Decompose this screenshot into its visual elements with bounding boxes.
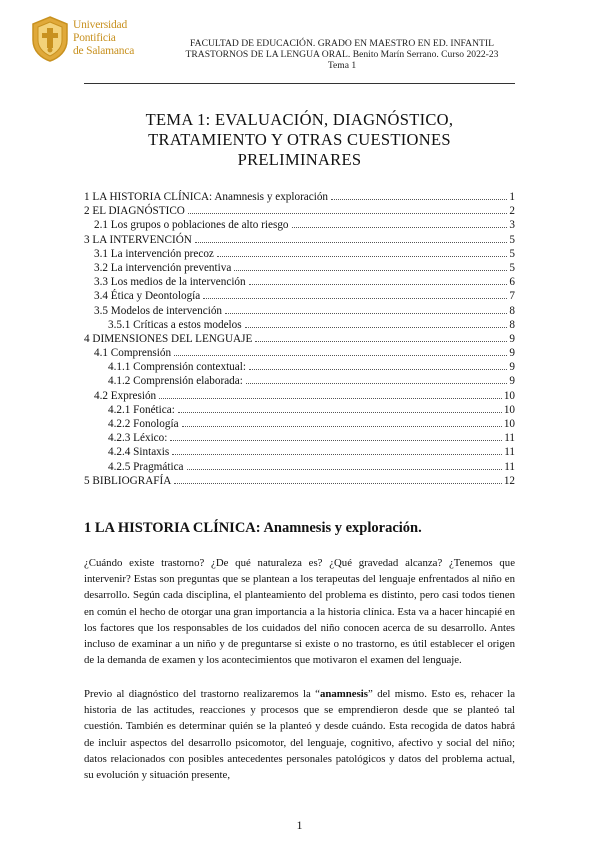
title-line: PRELIMINARES [237,150,362,169]
toc-entry[interactable] [84,430,515,444]
toc-entry-label: 2.1 Los grupos o poblaciones de alto riesgo [94,219,289,232]
toc-leader-dots [255,331,507,342]
toc-entry-label: 4.2.2 Fonología [108,418,179,430]
toc-leader-dots [225,303,507,314]
toc-entry-label: 3.3 Los medios de la intervención [94,276,246,289]
toc-entry-page: 10 [503,389,515,402]
toc-entry-page: 11 [504,446,515,459]
toc-entry-page: 10 [503,403,515,416]
toc-entry[interactable] [84,459,515,473]
toc-leader-dots [174,345,507,356]
header-course-line: TRASTORNOS DE LA LENGUA ORAL. Benito Marín Serrano. Curso 2022-23 [185,49,499,61]
toc-leader-dots [187,459,503,470]
toc-entry-page: 2 [509,205,515,218]
toc-entry-page: 7 [509,290,515,303]
toc-leader-dots [217,246,508,257]
logo-line: Universidad [73,19,128,31]
toc-leader-dots [182,416,502,427]
toc-entry-page: 8 [509,304,515,317]
toc-leader-dots [195,232,508,243]
paragraph: ¿Cuándo existe trastorno? ¿De qué naturaleza es? ¿Qué gravedad alcanza? ¿Tenemos que intervenir? Estas son preguntas que se plantean a los terapeutas del lenguaje enfrentados al niño en desarrollo. Según cada disciplina, el planteamiento del problema es distinto, pero casi todos tienen en común el hecho de otorgar una gran importancia a la historia clínica. Esta va a hacer hincapié en los factores que los responsables de los cuidados del niño conocen acerca de su desarrollo. Antes incluso de examinar a un niño y de preguntarse si existe o no trastorno, es útil establecer el origen de la demanda de examen y los acontecimientos que motivaron el examen del lenguaje. [84,557,515,667]
toc-entry[interactable] [84,203,515,217]
toc-entry-page: 8 [509,318,515,331]
toc-leader-dots [234,260,507,271]
toc-entry-page: 5 [509,247,515,260]
toc-entry-page: 10 [503,418,515,430]
toc-entry[interactable] [84,359,515,373]
toc-entry-label: 3.2 La intervención preventiva [94,261,232,274]
paragraph-text: Previo al diagnóstico del trastorno realizaremos la “ [84,688,320,700]
toc-leader-dots [178,402,502,413]
toc-entry-page: 9 [509,347,515,360]
toc-leader-dots [188,203,508,214]
toc-leader-dots [174,473,501,484]
toc-entry-label: 5 BIBLIOGRAFÍA [84,474,172,487]
toc-leader-dots [172,444,502,455]
toc-leader-dots [245,317,508,328]
toc-entry[interactable] [84,388,515,402]
logo-text [73,19,134,58]
toc-entry-label: 2 EL DIAGNÓSTICO [84,205,185,218]
header-divider [84,83,515,84]
toc-entry[interactable] [84,416,515,430]
paragraph [84,686,515,783]
toc-entry-label: 3.5.1 Críticas a estos modelos [108,318,242,331]
toc-entry-page: 5 [509,233,515,246]
toc-entry[interactable] [84,217,515,231]
toc-entry-page: 9 [509,332,515,345]
header-faculty-line: FACULTAD DE EDUCACIÓN. GRADO EN MAESTRO EN ED. INFANTIL [190,38,494,49]
toc-entry-label: 3.1 La intervención precoz [94,247,214,260]
page-header [30,14,520,84]
logo-line: Pontificia [73,32,116,44]
toc-leader-dots [170,430,502,441]
toc-entry-page: 9 [509,375,515,388]
toc-entry[interactable] [84,189,515,203]
title-line: TRATAMIENTO Y OTRAS CUESTIONES [148,130,451,149]
toc-entry-label: 4.2.1 Fonética: [108,403,175,416]
toc-entry[interactable] [84,373,515,387]
toc-leader-dots [249,359,507,370]
toc-entry[interactable] [84,260,515,274]
toc-entry[interactable] [84,288,515,302]
toc-entry[interactable] [84,331,515,345]
toc-entry[interactable] [84,246,515,260]
toc-entry[interactable] [84,317,515,331]
university-logo [30,16,162,64]
university-seal-icon [30,16,70,62]
toc-entry-page: 6 [509,276,515,289]
header-topic-line: Tema 1 [327,60,357,72]
toc-leader-dots [159,388,502,399]
toc-entry-label: 1 LA HISTORIA CLÍNICA: Anamnesis y exploración [84,191,329,203]
toc-entry-page: 11 [504,460,515,473]
toc-entry[interactable] [84,473,515,487]
toc-entry[interactable] [84,444,515,458]
toc-leader-dots [249,274,508,285]
toc-leader-dots [246,373,508,384]
toc-entry-label: 4.1.1 Comprensión contextual: [108,361,246,374]
toc-entry-page: 12 [503,474,515,487]
toc-entry-label: 4.2.3 Léxico: [108,432,168,445]
toc-entry-label: 3.4 Ética y Deontología [94,290,201,303]
section-heading [84,520,422,537]
toc-entry-page: 3 [509,219,515,232]
toc-entry-label: 4.2.4 Sintaxis [108,446,170,459]
toc-leader-dots [331,189,507,200]
paragraph-text: ” del mismo. Esto es, rehacer la historia de las actitudes, reacciones y procesos que se emprendieron desde que se planteó tal cuestión. También es determinar quién se la planteó y desde cuándo. Esta recogida de datos habrá de incluir aspectos del desarrollo psicomotor, del lenguaje, cognitivo, afectivo y social del niño; datos relacionados con posibles antecedentes personales patológicos y datos del problema actual, su evolución y situación presente, [84,688,515,782]
toc-entry-label: 4.1 Comprensión [94,347,172,360]
toc-entry-label: 3 LA INTERVENCIÓN [84,233,192,246]
toc-entry-page: 1 [509,191,515,203]
toc-entry[interactable] [84,345,515,359]
toc-entry[interactable] [84,303,515,317]
toc-leader-dots [203,288,507,299]
page-number: 1 [296,818,303,832]
toc-entry-page: 11 [504,432,515,445]
toc-leader-dots [292,217,508,228]
title-line: TEMA 1: EVALUACIÓN, DIAGNÓSTICO, [145,110,454,129]
toc-entry-label: 4.2 Expresión [94,389,157,402]
toc-entry-label: 4.2.5 Pragmática [108,460,184,473]
toc-entry-page: 5 [509,261,515,274]
section-heading-prefix: 1 LA HISTORIA CLÍNICA: [84,520,264,536]
toc-entry[interactable] [84,402,515,416]
toc-entry[interactable] [84,232,515,246]
document-title [84,110,515,170]
toc-entry-page: 9 [509,361,515,374]
section-heading-rest: Anamnesis y exploración. [263,520,422,536]
toc-entry-label: 3.5 Modelos de intervención [94,304,223,317]
table-of-contents [84,189,515,487]
header-info [164,38,520,72]
toc-entry-label: 4 DIMENSIONES DEL LENGUAJE [84,332,253,345]
anamnesis-term: anamnesis [319,688,368,700]
toc-entry[interactable] [84,274,515,288]
logo-line: de Salamanca [73,45,135,57]
toc-entry-label: 4.1.2 Comprensión elaborada: [108,375,243,388]
